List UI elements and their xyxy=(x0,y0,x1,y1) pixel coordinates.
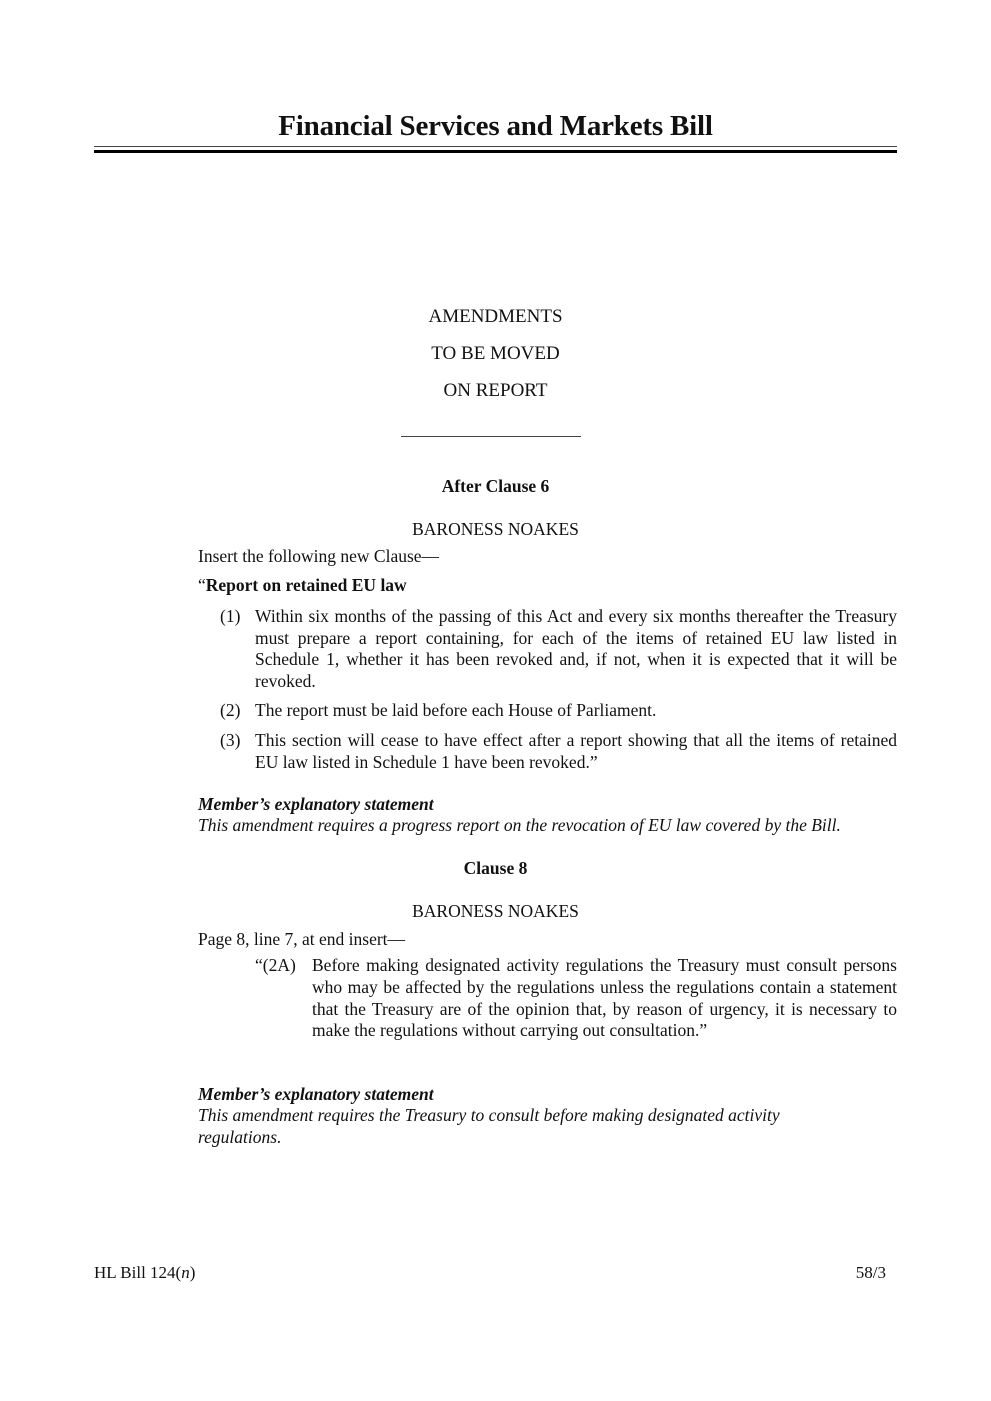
title-rule-thick xyxy=(94,150,897,153)
amendment-1-statement-text: This amendment requires a progress report on the revocation of EU law covered by the Bill. xyxy=(198,815,841,835)
subsection-3 xyxy=(220,730,897,773)
intro-divider xyxy=(401,436,581,437)
insertion-number: “(2A) xyxy=(255,955,296,975)
amendment-1-heading: After Clause 6 xyxy=(441,476,550,496)
amendment-2-sponsor: BARONESS NOAKES xyxy=(412,901,579,921)
subsection-number: (2) xyxy=(220,700,241,720)
subsection-2 xyxy=(220,700,897,722)
intro-line-to-be-moved: TO BE MOVED xyxy=(431,343,560,364)
amendment-2-statement-heading: Member’s explanatory statement xyxy=(198,1084,434,1104)
insertion-text: Before making designated activity regulations the Treasury must consult persons who may be affected by the regulations unless the regulations contain a statement that the Treasury are of the opinion that, by reason of urgency, it is necessary to make the regulations without carrying out consultation.” xyxy=(312,955,897,1041)
intro-line-amendments: AMENDMENTS xyxy=(428,306,563,327)
amendment-2-statement-text: This amendment requires the Treasury to consult before making designated activity regulations. xyxy=(198,1105,780,1147)
open-quote: “ xyxy=(198,575,206,595)
document-title: Financial Services and Markets Bill xyxy=(278,110,713,142)
subsection-number: (3) xyxy=(220,730,241,750)
page-reference: 58/3 xyxy=(855,1263,886,1282)
bill-ref-suffix: ) xyxy=(189,1263,196,1282)
title-rule-thin xyxy=(94,146,897,147)
subsection-number: (1) xyxy=(220,606,241,626)
amendment-1-instruction: Insert the following new Clause— xyxy=(198,546,440,566)
subsection-text: Within six months of the passing of this Act and every six months thereafter the Treasury must prepare a report containing, for each of the items of retained EU law listed in Schedule 1, whether it has been revoked and, if not, when it is expected that it will be revoked. xyxy=(255,606,897,691)
subsection-text: This section will cease to have effect after a report showing that all the items of retained EU law listed in Schedule 1 have been revoked.” xyxy=(255,730,897,772)
clause-title-text: Report on retained EU law xyxy=(205,575,407,595)
bill-ref-italic: n xyxy=(181,1263,190,1282)
subsection-1 xyxy=(220,606,897,692)
bill-ref-prefix: HL Bill 124( xyxy=(94,1263,182,1282)
subsection-text: The report must be laid before each House of Parliament. xyxy=(255,700,657,720)
intro-line-on-report: ON REPORT xyxy=(443,380,548,401)
amendment-1-statement-heading: Member’s explanatory statement xyxy=(198,794,434,814)
bill-reference xyxy=(94,1262,195,1284)
amendment-2-instruction: Page 8, line 7, at end insert— xyxy=(198,929,406,949)
insertion-2a xyxy=(255,955,897,1042)
amendment-1-sponsor: BARONESS NOAKES xyxy=(412,519,579,539)
amendment-1-clause-title xyxy=(198,575,897,597)
amendment-2-heading: Clause 8 xyxy=(463,858,528,878)
